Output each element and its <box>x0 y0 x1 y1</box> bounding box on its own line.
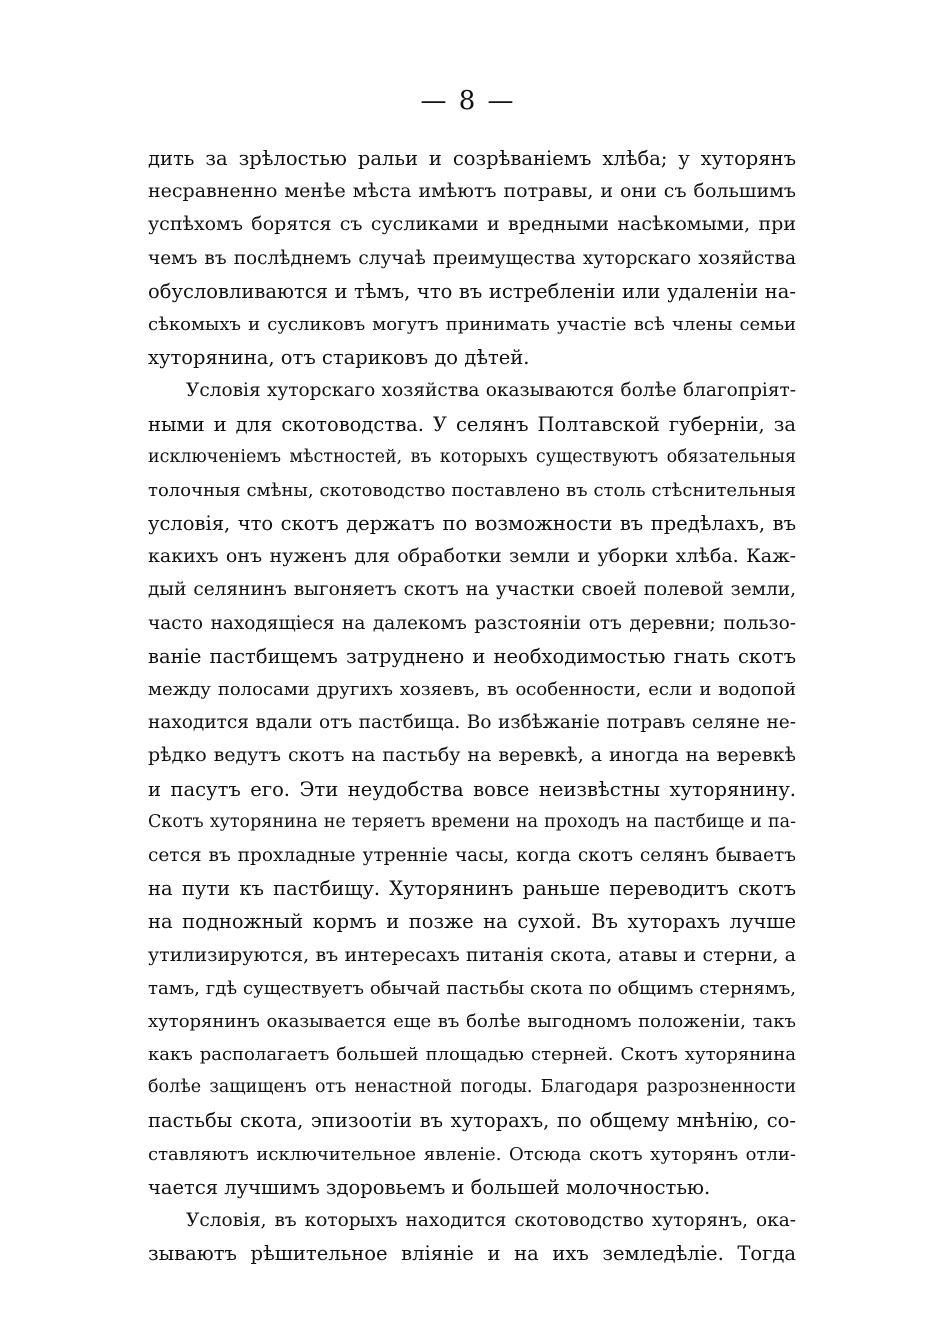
page-number: — 8 — <box>420 86 516 116</box>
text-line: ставляютъ исключительное явленіе. Отсюда скотъ хуторянъ отли- <box>148 1143 796 1165</box>
paragraph-2 <box>148 374 796 1204</box>
text-line: хуторянина, отъ стариковъ до дѣтей. <box>148 346 530 370</box>
text-line: дить за зрѣлостью ральи и созрѣваніемъ хлѣба; у хуторянъ <box>148 147 796 170</box>
text-line: тамъ, гдѣ существуетъ обычай пастьбы скота по общимъ стернямъ, <box>148 977 796 999</box>
text-line: между полосами другихъ хозяевъ, въ особенности, если и водопой <box>148 679 796 700</box>
text-line: Условія хуторскаго хозяйства оказываются болѣе благопріят- <box>186 380 796 402</box>
text-line: пастьбы скота, эпизоотіи въ хуторахъ, по общему мнѣнію, со- <box>148 1109 796 1133</box>
text-line: хуторянинъ оказывается еще въ болѣе выгодномъ положеніи, такъ <box>148 1010 796 1032</box>
text-line: на пути къ пастбищу. Хуторянинъ раньше переводитъ скотъ <box>148 877 796 901</box>
body-text <box>148 142 796 1270</box>
text-line: находится вдали отъ пастбища. Во избѣжаніе потравъ селяне не- <box>148 712 796 734</box>
text-line: болѣе защищенъ отъ ненастной погоды. Благодаря разрозненности <box>148 1077 796 1098</box>
text-line: сѣкомыхъ и сусликовъ могутъ принимать участіе всѣ члены семьи <box>148 313 796 335</box>
text-line: ными и для скотоводства. У селянъ Полтавской губерніи, за <box>148 412 796 436</box>
paragraph-3 <box>148 1204 796 1270</box>
text-line: толочныя смѣны, скотоводство поставлено въ столь стѣснительныя <box>148 479 796 501</box>
text-line: и пасутъ его. Эти неудобства вовсе неизвѣстны хуторянину. <box>148 777 796 801</box>
text-line: какихъ онъ нуженъ для обработки земли и уборки хлѣба. Каж- <box>148 545 796 568</box>
text-line: обусловливаются и тѣмъ, что въ истребленіи или удаленіи на- <box>148 279 796 303</box>
text-line: ваніе пастбищемъ затруднено и необходимостью гнать скотъ <box>148 644 796 668</box>
text-line: дый селянинъ выгоняетъ скотъ на участки своей полевой земли, <box>148 579 796 601</box>
text-line: Скотъ хуторянина не теряетъ времени на проходъ на пастбище и па- <box>148 811 796 832</box>
paragraph-1 <box>148 142 796 374</box>
text-line: сется въ прохладные утренніе часы, когда скотъ селянъ бываетъ <box>148 844 796 866</box>
text-line: условія, что скотъ держатъ по возможности въ предѣлахъ, въ <box>148 512 796 536</box>
text-line: чается лучшимъ здоровьемъ и большей молочностью. <box>148 1175 711 1199</box>
text-line: какъ располагаетъ большей площадью стерней. Скотъ хуторянина <box>148 1044 796 1066</box>
text-line: на подножный кормъ и позже на сухой. Въ хуторахъ лучше <box>148 910 796 934</box>
text-line: несравненно менѣе мѣста имѣютъ потравы, и они съ большимъ <box>148 180 796 203</box>
text-line: рѣдко ведутъ скотъ на пастьбу на веревкѣ, а иногда на веревкѣ <box>148 744 796 767</box>
text-line: часто находящіеся на далекомъ разстояніи отъ деревни; пользо- <box>148 612 796 634</box>
text-line: зываютъ рѣшительное вліяніе и на ихъ земледѣліе. Тогда <box>148 1242 796 1266</box>
text-line: Условія, въ которыхъ находится скотоводство хуторянъ, ока- <box>186 1210 796 1231</box>
text-line: исключеніемъ мѣстностей, въ которыхъ существуютъ обязательныя <box>148 446 796 467</box>
text-line: чемъ въ послѣднемъ случаѣ преимущества хуторскаго хозяйства <box>148 247 796 269</box>
text-line: утилизируются, въ интересахъ питанія скота, атавы и стерни, а <box>148 943 796 966</box>
text-line: успѣхомъ борятся съ сусликами и вредными насѣкомыми, при <box>148 213 796 236</box>
